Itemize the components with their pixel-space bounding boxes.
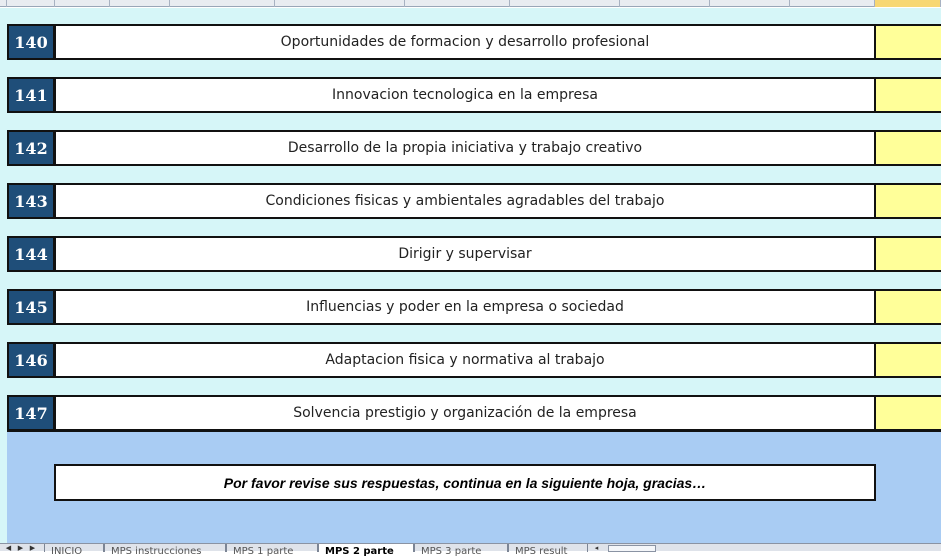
question-label: Condiciones fisicas y ambientales agradables del trabajo xyxy=(54,183,876,219)
column-header[interactable] xyxy=(55,0,110,7)
answer-cell[interactable] xyxy=(874,289,941,325)
question-label: Solvencia prestigio y organización de la empresa xyxy=(54,395,876,431)
sheet-tab[interactable]: MPS 1 parte xyxy=(226,544,318,552)
question-row xyxy=(7,77,941,113)
question-row xyxy=(7,395,941,431)
review-notice: Por favor revise sus respuestas, continua en la siguiente hoja, gracias… xyxy=(54,464,876,501)
column-header[interactable] xyxy=(0,0,7,7)
worksheet xyxy=(0,8,941,543)
question-number: 144 xyxy=(7,236,55,272)
column-header[interactable] xyxy=(7,0,55,7)
column-header[interactable] xyxy=(170,0,275,7)
question-number: 145 xyxy=(7,289,55,325)
sheet-tab-active[interactable]: MPS 2 parte xyxy=(318,544,414,552)
answer-cell[interactable] xyxy=(874,24,941,60)
question-label: Desarrollo de la propia iniciativa y trabajo creativo xyxy=(54,130,876,166)
sheet-tab[interactable]: MPS instrucciones xyxy=(104,544,226,552)
column-header[interactable] xyxy=(275,0,405,7)
question-number: 141 xyxy=(7,77,55,113)
scroll-tabs-right-icon[interactable]: ▶ xyxy=(17,544,24,552)
question-label: Influencias y poder en la empresa o sociedad xyxy=(54,289,876,325)
column-header[interactable] xyxy=(405,0,510,7)
question-number: 147 xyxy=(7,395,55,431)
scroll-tabs-last-icon[interactable]: ▶ xyxy=(29,544,36,552)
question-number: 143 xyxy=(7,183,55,219)
column-header[interactable] xyxy=(710,0,790,7)
question-label: Innovacion tecnologica en la empresa xyxy=(54,77,876,113)
horizontal-scrollbar[interactable] xyxy=(608,545,656,552)
column-header[interactable] xyxy=(620,0,710,7)
answer-cell[interactable] xyxy=(874,130,941,166)
question-row xyxy=(7,342,941,378)
column-header[interactable] xyxy=(790,0,875,7)
question-row xyxy=(7,236,941,272)
question-row xyxy=(7,24,941,60)
sheet-tab-bar xyxy=(0,543,941,557)
question-row xyxy=(7,130,941,166)
answer-cell[interactable] xyxy=(874,183,941,219)
answer-cell[interactable] xyxy=(874,342,941,378)
sheet-tab[interactable]: INICIO xyxy=(44,544,104,552)
sheet-tab[interactable]: MPS result xyxy=(508,544,588,552)
answer-cell[interactable] xyxy=(874,77,941,113)
question-number: 142 xyxy=(7,130,55,166)
sheet-tab[interactable]: MPS 3 parte xyxy=(414,544,508,552)
answer-cell[interactable] xyxy=(874,236,941,272)
answer-cell[interactable] xyxy=(874,395,941,431)
question-number: 140 xyxy=(7,24,55,60)
column-header[interactable] xyxy=(110,0,170,7)
question-row xyxy=(7,183,941,219)
question-label: Adaptacion fisica y normativa al trabajo xyxy=(54,342,876,378)
question-label: Oportunidades de formacion y desarrollo profesional xyxy=(54,24,876,60)
column-header[interactable] xyxy=(510,0,620,7)
column-header-selected[interactable] xyxy=(875,0,941,7)
question-row xyxy=(7,289,941,325)
scroll-tabs-left-icon[interactable]: ◀ xyxy=(5,544,12,552)
tab-splitter-icon[interactable]: ◂ xyxy=(594,544,599,552)
column-header-bar xyxy=(0,0,941,7)
question-label: Dirigir y supervisar xyxy=(54,236,876,272)
question-number: 146 xyxy=(7,342,55,378)
